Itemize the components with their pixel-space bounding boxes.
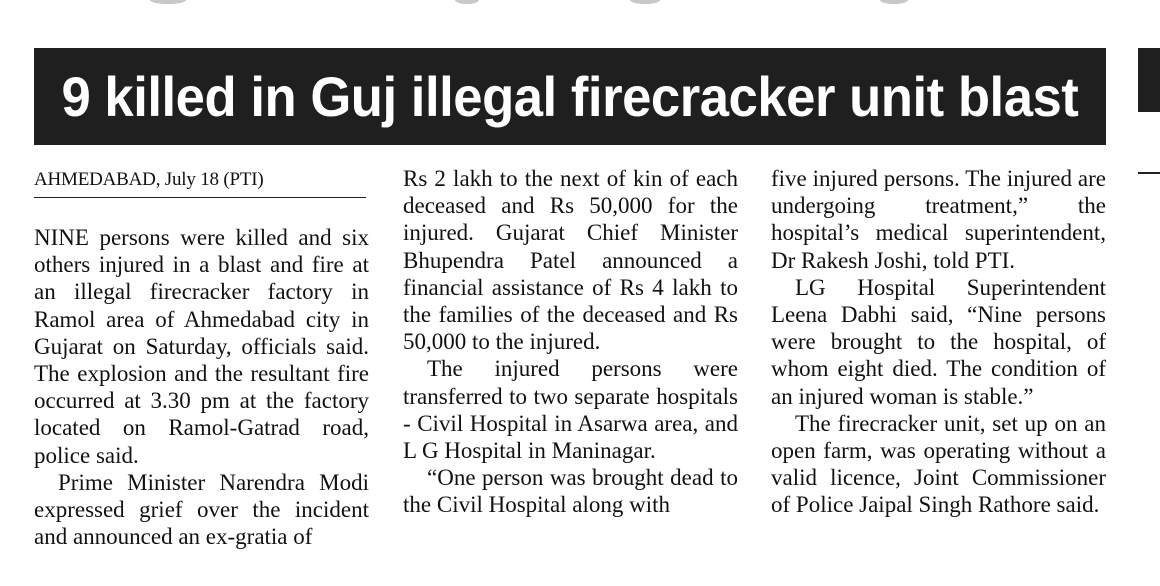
article-body	[34, 165, 1106, 575]
paragraph: Prime Minister Narendra Modi expressed grief over the incident and announced an ex-gratia of	[34, 469, 369, 550]
paragraph: Rs 2 lakh to the next of kin of each deceased and Rs 50,000 for the injured. Gujarat Chief Minister Bhupendra Patel announced a financial assistance of Rs 4 lakh to the families of the deceased and Rs 50,000 to the injured.	[403, 166, 738, 355]
article-column-1	[34, 165, 369, 550]
paragraph: The firecracker unit, set up on an open farm, was operating without a valid licence, Joint Commissioner of Police Jaipal Singh Rathore said.	[771, 410, 1106, 518]
article-column-3	[771, 165, 1106, 519]
headline: 9 killed in Guj illegal firecracker unit blast	[61, 65, 1079, 128]
adjacent-dateline-rule	[1138, 172, 1160, 174]
headline-banner	[34, 48, 1106, 145]
paragraph: The injured persons were transferred to two separate hospitals - Civil Hospital in Asarwa area, and L G Hospital in Maninagar.	[403, 356, 738, 464]
dateline: AHMEDABAD, July 18 (PTI)	[34, 167, 366, 198]
top-edge-smudge	[0, 0, 1160, 6]
article-column-2	[403, 165, 738, 519]
paragraph: LG Hospital Superintendent Leena Dabhi said, “Nine persons were brought to the hospital, of whom eight died. The condition of an injured woman is stable.”	[771, 274, 1106, 409]
paragraph: NINE persons were killed and six others injured in a blast and fire at an illegal firecracker factory in Ramol area of Ahmedabad city in Gujarat on Saturday, officials said. The explosion and the resultant fire occurred at 3.30 pm at the factory located on Ramol-Gatrad road, police said.	[34, 225, 369, 468]
adjacent-article-edge	[1130, 0, 1160, 586]
adjacent-headline-fragment	[1138, 48, 1160, 112]
paragraph: “One person was brought dead to the Civil Hospital along with	[403, 465, 738, 518]
paragraph: five injured persons. The injured are undergoing treatment,” the hospital’s medical superintendent, Dr Rakesh Joshi, told PTI.	[771, 166, 1106, 273]
